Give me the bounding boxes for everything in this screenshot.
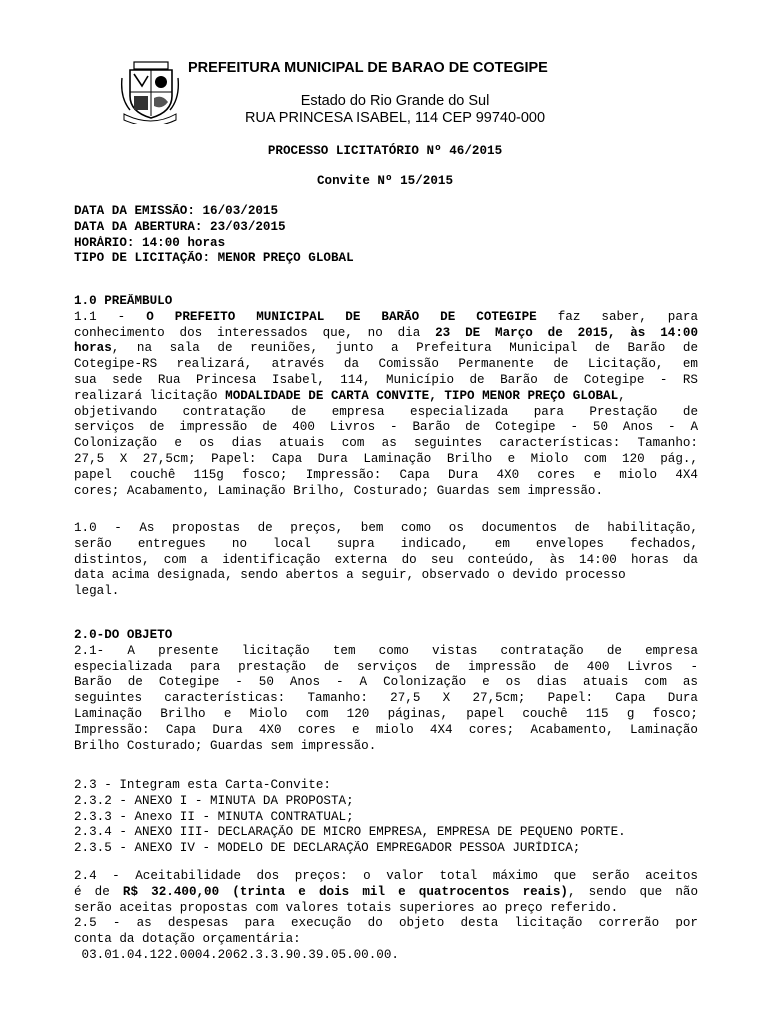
paragraph-line: Impressão: Capa Dura 4X0 cores e miolo 4X4 cores; Acabamento, Laminação <box>74 722 698 737</box>
paragraph-line: é de R$ 32.400,00 (trinta e dois mil e quatrocentos reais), sendo que não <box>74 884 698 899</box>
list-item: 2.3.3 - Anexo II - MINUTA CONTRATUAL; <box>74 809 354 824</box>
tender-info <box>74 204 698 267</box>
paragraph-line: 1.0 - As propostas de preços, bem como os documentos de habilitação, <box>74 521 698 535</box>
paragraph-line: legal. <box>74 584 120 599</box>
paragraph-line: serão entregues no local supra indicado, em envelopes fechados, <box>74 536 698 551</box>
paragraph-line: sua sede Rua Princesa Isabel, 114, Município de Barão de Cotegipe - RS <box>74 372 698 387</box>
paragraph-line: seguintes características: Tamanho: 27,5 X 27,5cm; Papel: Capa Dura <box>74 691 698 706</box>
process-title: PROCESSO LICITATÓRIO Nº 46/2015 <box>267 144 503 158</box>
paragraph-line: Barão de Cotegipe - 50 Anos - A Colonização e os dias atuais com as <box>74 675 698 690</box>
budget-code: 03.01.04.122.0004.2062.3.3.90.39.05.00.00. <box>74 947 399 962</box>
address-line: RUA PRINCESA ISABEL, 114 CEP 99740-000 <box>244 110 546 126</box>
paragraph-line: 2.5 - as despesas para execução do objeto desta licitação correrão por <box>74 916 698 931</box>
preamble-section <box>74 294 698 499</box>
paragraph-line: Cotegipe-RS realizará, através da Comissão Permanente de Licitação, em <box>74 357 698 372</box>
paragraph-line: papel couchê 115g fosco; Impressão: Capa Dura 4X0 cores e miolo 4X4 <box>74 467 698 482</box>
proposals-section <box>74 521 698 600</box>
paragraph-line: distintos, com a identificação externa do seu conteúdo, às 14:00 horas da <box>74 552 698 567</box>
paragraph-line: conta da dotação orçamentária: <box>74 932 301 947</box>
paragraph-line: 2.1- A presente licitação tem como vistas contratação de empresa <box>74 643 698 658</box>
state-line: Estado do Rio Grande do Sul <box>300 93 490 109</box>
list-item: 2.3.4 - ANEXO III- DECLARAÇÃO DE MICRO EMPRESA, EMPRESA DE PEQUENO PORTE. <box>74 825 626 840</box>
list-item: 2.3.5 - ANEXO IV - MODELO DE DECLARAÇÃO EMPREGADOR PESSOA JURÍDICA; <box>74 841 581 856</box>
paragraph-line: Brilho Costurado; Guardas sem impressão. <box>74 738 377 753</box>
paragraph-line: 1.1 - O PREFEITO MUNICIPAL DE BARÃO DE COTEGIPE faz saber, para <box>74 309 698 324</box>
section-heading: 2.0-DO OBJETO <box>74 628 173 642</box>
paragraph-line: serviços de impressão de 400 Livros - Barão de Cotegipe - 50 Anos - A <box>74 420 698 435</box>
paragraph-line: cores; Acabamento, Laminação Brilho, Costurado; Guardas sem impressão. <box>74 483 604 498</box>
municipality-title: PREFEITURA MUNICIPAL DE BARAO DE COTEGIPE <box>188 60 548 76</box>
paragraph-line: conhecimento dos interessados que, no dia 23 DE Março de 2015, às 14:00 <box>74 325 698 340</box>
paragraph-line: realizará licitação MODALIDADE DE CARTA CONVITE, TIPO MENOR PREÇO GLOBAL, <box>74 388 626 403</box>
list-item: 2.3.2 - ANEXO I - MINUTA DA PROPOSTA; <box>74 793 354 808</box>
emission-date: DATA DA EMISSÃO: 16/03/2015 <box>74 204 279 218</box>
paragraph-line: objetivando contratação de empresa especializada para Prestação de <box>74 404 698 419</box>
list-item: 2.3 - Integram esta Carta-Convite: <box>74 778 331 792</box>
paragraph-line: 27,5 X 27,5cm; Papel: Capa Dura Laminação Brilho e Miolo com 120 pág., <box>74 451 698 466</box>
paragraph-line: Laminação Brilho e Miolo com 120 páginas, papel couchê 115 g fosco; <box>74 706 698 721</box>
tender-type: TIPO DE LICITAÇÃO: MENOR PREÇO GLOBAL <box>74 251 354 266</box>
opening-time: HORÁRIO: 14:00 horas <box>74 235 226 250</box>
section-heading: 1.0 PREÂMBULO <box>74 294 173 308</box>
paragraph-line: serão aceitas propostas com valores totais superiores ao preço referido. <box>74 900 619 915</box>
paragraph-line: Colonização e os dias atuais com as seguintes características: Tamanho: <box>74 436 698 451</box>
object-section <box>74 628 698 754</box>
paragraph-line: 2.4 - Aceitabilidade dos preços: o valor total máximo que serão aceitos <box>74 869 698 883</box>
opening-date: DATA DA ABERTURA: 23/03/2015 <box>74 219 286 234</box>
paragraph-line: horas, na sala de reuniões, junto a Prefeitura Municipal de Barão de <box>74 341 698 356</box>
letterhead <box>120 58 710 128</box>
paragraph-line: especializada para prestação de serviços de impressão de 400 Livros - <box>74 659 698 674</box>
invite-title: Convite Nº 15/2015 <box>316 174 454 188</box>
price-section <box>74 869 698 964</box>
paragraph-line: data acima designada, sendo abertos a seguir, observado o devido processo <box>74 568 626 583</box>
annexes-section <box>74 778 698 857</box>
